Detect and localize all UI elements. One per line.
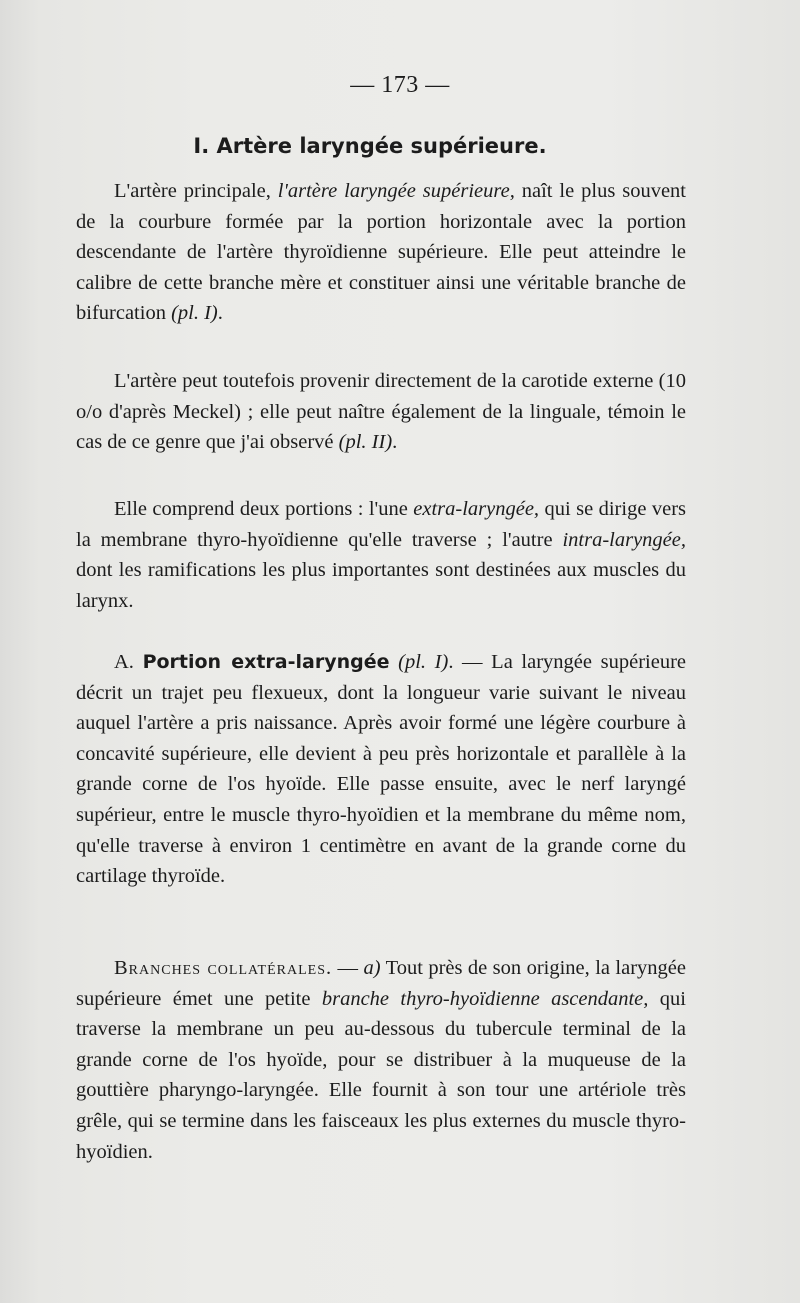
p3-text-1: Elle comprend deux portions : l'une xyxy=(114,498,414,520)
p1-text-1: L'artère principale, xyxy=(114,180,278,202)
page-number: — 173 — xyxy=(350,72,450,98)
p1-plate-ref: (pl. I) xyxy=(171,302,218,325)
p5-italic-branch: branche thyro-hyoïdienne ascendante, xyxy=(321,987,649,1010)
paragraph-1 xyxy=(76,176,686,329)
p2-text-2: . xyxy=(392,431,398,454)
p3-text-2: qui se dirige vers la membrane thyro-hyoïdienne qu'elle traverse ; l'autre xyxy=(76,498,686,551)
p3-italic-intra: intra-laryngée, xyxy=(562,528,686,551)
p5-text-1: Tout près de son origine, la laryngée supérieure émet une petite xyxy=(76,957,686,1010)
p2-text-1: L'artère peut toutefois provenir directement de la carotide externe (10 o/o d'après Meckel) ; elle peut naître également de la linguale, témoin le cas de ce genre que j'ai observé xyxy=(76,370,686,454)
p5-dash: — xyxy=(332,957,364,979)
paragraph-4 xyxy=(76,647,686,892)
p3-text-3: dont les ramifications les plus importantes sont destinées aux muscles du larynx. xyxy=(76,559,686,612)
p1-italic-term: l'artère laryngée supérieure, xyxy=(277,180,515,202)
paragraph-5 xyxy=(76,953,686,1167)
section-heading: I. Artère laryngée supérieure. xyxy=(193,134,547,158)
p1-text-3: . xyxy=(217,302,223,325)
paragraph-2 xyxy=(76,366,686,458)
p3-italic-extra: extra-laryngée, xyxy=(413,498,540,520)
p4-space xyxy=(390,651,399,673)
p5-item-letter: a) xyxy=(363,957,381,979)
p4-plate-ref: (pl. I) xyxy=(398,651,449,673)
p4-subheading: Portion extra-laryngée xyxy=(142,651,390,673)
p4-label: A. xyxy=(114,651,143,673)
p2-plate-ref: (pl. II) xyxy=(338,431,393,454)
p5-smallcaps-heading: Branches collatérales. xyxy=(114,957,333,979)
p4-text: . — La laryngée supérieure décrit un trajet peu flexueux, dont la longueur varie suivant le niveau auquel l'artère a pris naissance. Après avoir formé une légère courbure à concavité supérieure, elle devient à peu près horizontale et parallèle à la grande corne de l'os hyoïde. Elle passe ensuite, avec le nerf laryngé supérieur, entre le muscle thyro-hyoïdien et la membrane du même nom, qu'elle traverse à environ 1 centimètre en avant de la grande corne du cartilage thyroïde. xyxy=(76,651,686,888)
p5-text-2: qui traverse la membrane un peu au-dessous du tubercule terminal de la grande corne de l'os hyoïde, pour se distribuer à la muqueuse de la gouttière pharyngo-laryngée. Elle fournit à son tour une artériole très grêle, qui se termine dans les faisceaux les plus externes du muscle thyro-hyoïdien. xyxy=(76,987,686,1163)
p1-text-2: naît le plus souvent de la courbure formée par la portion horizontale avec la portion descendante de l'artère thyroïdienne supérieure. Elle peut atteindre le calibre de cette branche mère et constituer ainsi une véritable branche de bifurcation xyxy=(76,180,686,325)
paragraph-3 xyxy=(76,494,686,616)
